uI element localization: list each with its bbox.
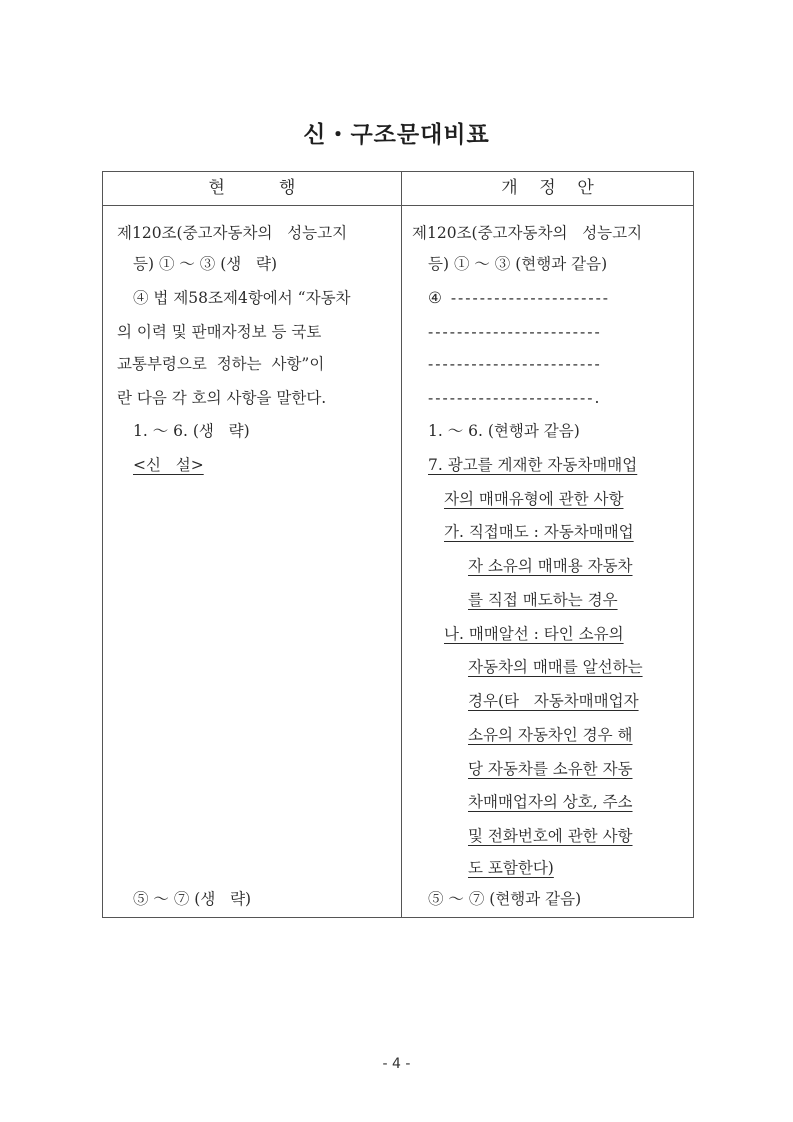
amend-new-subitem: 를 직접 매도하는 경우 xyxy=(468,591,618,609)
page-title: 신・구조문대비표 xyxy=(303,122,490,148)
current-line: 의 이력 및 판매자정보 등 국토 xyxy=(117,323,322,341)
amend-new-subitem: 및 전화번호에 관한 사항 xyxy=(468,827,633,845)
amend-article-heading: 제120조(중고자동차의 성능고지 xyxy=(412,224,643,242)
amend-line: 1. ～ 6. (현행과 같음) xyxy=(428,422,580,440)
amend-dashed-line: ------------------------ xyxy=(428,323,602,341)
current-article-heading: 제120조(중고자동차의 성능고지 xyxy=(117,224,348,242)
column-header-current: 현 행 xyxy=(103,172,402,206)
amend-dashed-line: ------------------------ xyxy=(428,355,602,373)
amend-new-subitem: 소유의 자동차인 경우 해 xyxy=(468,726,633,744)
amend-new-subitem: 나. 매매알선 : 타인 소유의 xyxy=(444,625,624,643)
current-line: 1. ～ 6. (생 략) xyxy=(133,422,250,440)
amend-new-subitem: 도 포함한다) xyxy=(468,859,554,877)
amend-new-subitem: 자 소유의 매매용 자동차 xyxy=(468,557,633,575)
amend-new-subitem: 가. 직접매도 : 자동차매매업 xyxy=(444,523,634,541)
amend-new-subitem: 당 자동차를 소유한 자동 xyxy=(468,760,633,778)
amend-new-subitem: 자동차의 매매를 알선하는 xyxy=(468,658,643,676)
column-header-amendment: 개 정 안 xyxy=(402,172,693,206)
amend-new-item: 자의 매매유형에 관한 사항 xyxy=(444,490,624,508)
current-line: 등) ① ～ ③ (생 략) xyxy=(133,255,278,273)
amend-new-subitem: 차매매업자의 상호, 주소 xyxy=(468,793,633,811)
amend-line: ⑤ ～ ⑦ (현행과 같음) xyxy=(428,890,582,908)
current-line: ⑤ ～ ⑦ (생 략) xyxy=(133,890,252,908)
amend-dashed-line: ④ ---------------------- xyxy=(428,289,611,307)
amend-line: 등) ① ～ ③ (현행과 같음) xyxy=(428,255,608,273)
current-line: ④ 법 제58조제4항에서 “자동차 xyxy=(133,289,351,307)
current-line: 교통부령으로 정하는 사항”이 xyxy=(117,355,325,373)
page-number: - 4 - xyxy=(382,1056,411,1072)
comparison-table xyxy=(102,171,694,918)
current-text-column xyxy=(103,206,402,917)
amendment-text-column xyxy=(402,206,693,917)
current-line: 란 다음 각 호의 사항을 말한다. xyxy=(117,389,327,407)
amend-new-item: 7. 광고를 게재한 자동차매매업 xyxy=(428,456,638,474)
amend-new-subitem: 경우(타 자동차매매업자 xyxy=(468,692,639,710)
amend-dashed-line: -----------------------. xyxy=(428,389,602,407)
new-provision-marker: <신 설> xyxy=(133,456,204,474)
